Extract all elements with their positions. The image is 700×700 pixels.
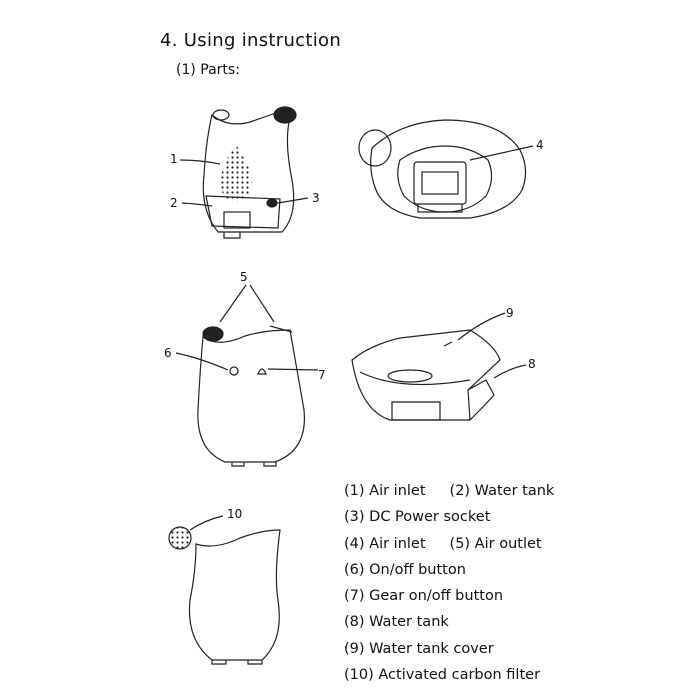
legend-item-on-off-button: (6) On/off button: [344, 561, 466, 578]
legend-item-water-tank-cover: (9) Water tank cover: [344, 640, 494, 657]
legend-row: [344, 504, 554, 530]
device-back-view: [198, 326, 305, 466]
legend-item-dc-power-socket: (3) DC Power socket: [344, 509, 491, 526]
device-front-view: [203, 107, 296, 238]
legend-item-air-inlet: (1) Air inlet: [344, 483, 426, 499]
callout-1: 1: [170, 152, 178, 166]
legend-item-gear-button: (7) Gear on/off button: [344, 588, 504, 605]
air-inlet-grille: [220, 145, 252, 202]
callout-2: 2: [170, 196, 178, 210]
legend-row: [344, 583, 554, 609]
callout-7: 7: [318, 368, 326, 382]
water-tank-view: [352, 330, 500, 420]
device-bottom-view: [359, 120, 526, 218]
page-title: 4. Using instruction: [160, 30, 342, 51]
callout-8: 8: [528, 357, 536, 371]
callout-10: 10: [227, 507, 243, 521]
legend-row: [344, 662, 554, 688]
legend-item-water-tank-8: (8) Water tank: [344, 614, 449, 631]
legend-row: [344, 636, 554, 662]
device-side-view: [169, 527, 280, 664]
legend-row: [344, 609, 554, 635]
callout-9: 9: [506, 306, 514, 320]
legend-item-carbon-filter: (10) Activated carbon filter: [344, 667, 541, 684]
callout-5: 5: [240, 270, 248, 284]
legend-item-air-inlet-bottom: (4) Air inlet: [344, 535, 426, 552]
parts-legend: [344, 478, 554, 688]
dc-power-socket: [267, 199, 277, 207]
legend-item-air-outlet: (5) Air outlet: [449, 535, 542, 552]
legend-row: [344, 531, 554, 557]
legend-item-water-tank: (2) Water tank: [449, 483, 555, 499]
callout-3: 3: [312, 191, 320, 205]
callout-6: 6: [164, 346, 172, 360]
legend-row: [344, 478, 554, 504]
callout-4: 4: [536, 138, 544, 152]
legend-row: [344, 557, 554, 583]
section-subtitle: (1) Parts:: [176, 62, 240, 78]
